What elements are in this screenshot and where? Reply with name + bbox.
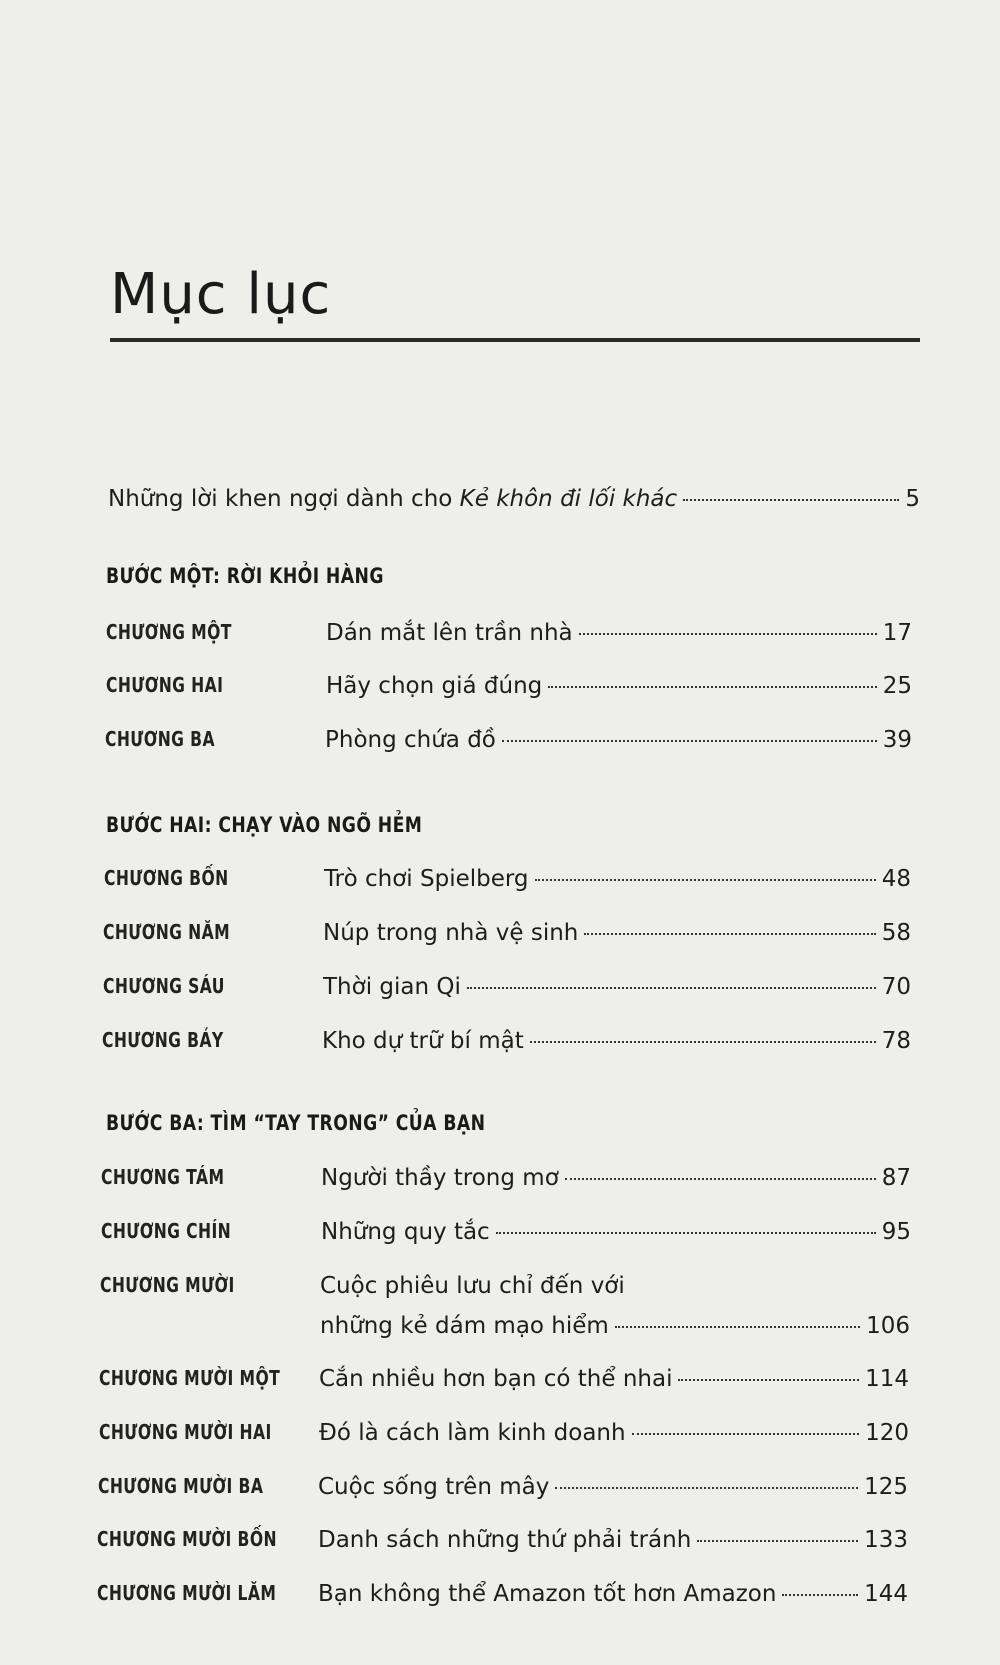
dot-leader — [502, 740, 877, 742]
toc-row — [0, 1219, 1000, 1253]
toc-row — [0, 620, 1000, 654]
toc-row — [0, 727, 1000, 761]
toc-row — [0, 1581, 1000, 1615]
toc-row — [0, 920, 1000, 954]
page-title: Mục lục — [110, 262, 332, 327]
toc-row — [0, 1420, 1000, 1454]
chapter-page-number: 25 — [882, 673, 912, 699]
chapter-title: Cắn nhiều hơn bạn có thể nhai — [319, 1366, 673, 1392]
chapter-title: Phòng chứa đồ — [325, 727, 496, 753]
chapter-label: CHƯƠNG MƯỜI BỐN — [97, 1527, 277, 1551]
toc-row — [0, 1028, 1000, 1062]
dot-leader — [467, 987, 876, 989]
chapter-label: CHƯƠNG MƯỜI MỘT — [99, 1366, 281, 1390]
chapter-title: Đó là cách làm kinh doanh — [319, 1420, 626, 1446]
chapter-label: CHƯƠNG BẢY — [102, 1028, 224, 1052]
dot-leader — [548, 686, 876, 688]
dot-leader — [697, 1540, 858, 1542]
chapter-page-number: 48 — [881, 866, 911, 892]
chapter-title: Danh sách những thứ phải tránh — [318, 1527, 692, 1553]
chapter-page-number: 17 — [882, 620, 912, 646]
dot-leader — [683, 499, 899, 501]
chapter-page-number: 95 — [881, 1219, 911, 1245]
chapter-title: Núp trong nhà vệ sinh — [323, 920, 579, 946]
chapter-label: CHƯƠNG HAI — [106, 673, 224, 697]
toc-row — [0, 1273, 1000, 1353]
chapter-label: CHƯƠNG MƯỜI BA — [98, 1474, 264, 1498]
dot-leader — [496, 1232, 876, 1234]
chapter-label: CHƯƠNG MƯỜI HAI — [99, 1420, 272, 1444]
chapter-label: CHƯƠNG MƯỜI LĂM — [97, 1581, 277, 1605]
chapter-title: Cuộc sống trên mây — [318, 1474, 550, 1500]
intro-page-number: 5 — [905, 486, 920, 512]
chapter-label: CHƯƠNG NĂM — [103, 920, 231, 944]
chapter-page-number: 133 — [864, 1527, 908, 1553]
chapter-label: CHƯƠNG BA — [105, 727, 215, 751]
chapter-title: Người thầy trong mơ — [321, 1165, 559, 1191]
chapter-title: Hãy chọn giá đúng — [326, 673, 543, 699]
toc-row — [0, 866, 1000, 900]
chapter-title: Dán mắt lên trần nhà — [326, 620, 573, 646]
chapter-title: Trò chơi Spielberg — [324, 866, 529, 892]
chapter-page-number: 39 — [882, 727, 912, 753]
chapter-page-number: 87 — [881, 1165, 911, 1191]
dot-leader — [565, 1178, 876, 1180]
chapter-page-number: 120 — [865, 1420, 909, 1446]
section-heading-3: BƯỚC BA: TÌM “TAY TRONG” CỦA BẠN — [106, 1111, 486, 1135]
chapter-label: CHƯƠNG BỐN — [104, 866, 229, 890]
intro-book-title: Kẻ khôn đi lối khác — [459, 486, 678, 512]
chapter-page-number: 106 — [866, 1313, 910, 1339]
toc-row — [0, 974, 1000, 1008]
title-underline — [110, 338, 920, 342]
chapter-page-number: 144 — [864, 1581, 908, 1607]
chapter-page-number: 78 — [881, 1028, 911, 1054]
chapter-label: CHƯƠNG CHÍN — [101, 1219, 232, 1243]
chapter-label: CHƯƠNG MƯỜI — [100, 1273, 235, 1297]
chapter-label: CHƯƠNG MỘT — [106, 620, 232, 644]
chapter-page-number: 114 — [865, 1366, 909, 1392]
dot-leader — [678, 1379, 859, 1381]
toc-intro-entry — [108, 486, 920, 512]
dot-leader — [535, 879, 876, 881]
intro-text: Những lời khen ngợi dành cho — [108, 486, 460, 512]
chapter-title: Những quy tắc — [321, 1219, 490, 1245]
toc-row — [0, 1165, 1000, 1199]
chapter-title-line1: Cuộc phiêu lưu chỉ đến với — [320, 1273, 625, 1299]
section-heading-1: BƯỚC MỘT: RỜI KHỎI HÀNG — [106, 564, 384, 588]
dot-leader — [530, 1041, 876, 1043]
dot-leader — [615, 1326, 860, 1328]
toc-row — [0, 1474, 1000, 1508]
toc-row — [0, 1366, 1000, 1400]
chapter-label: CHƯƠNG SÁU — [103, 974, 225, 998]
chapter-title: những kẻ dám mạo hiểm — [320, 1313, 609, 1339]
toc-row — [0, 673, 1000, 707]
chapter-title: Thời gian Qi — [323, 974, 461, 1000]
dot-leader — [632, 1433, 860, 1435]
toc-row — [0, 1527, 1000, 1561]
section-heading-2: BƯỚC HAI: CHẠY VÀO NGÕ HẺM — [106, 813, 423, 837]
chapter-page-number: 125 — [864, 1474, 908, 1500]
dot-leader — [782, 1594, 858, 1596]
chapter-label: CHƯƠNG TÁM — [101, 1165, 225, 1189]
chapter-title: Bạn không thể Amazon tốt hơn Amazon — [318, 1581, 777, 1607]
chapter-page-number: 58 — [881, 920, 911, 946]
dot-leader — [555, 1487, 858, 1489]
dot-leader — [579, 633, 877, 635]
dot-leader — [584, 933, 875, 935]
chapter-page-number: 70 — [881, 974, 911, 1000]
chapter-title: Kho dự trữ bí mật — [322, 1028, 524, 1054]
